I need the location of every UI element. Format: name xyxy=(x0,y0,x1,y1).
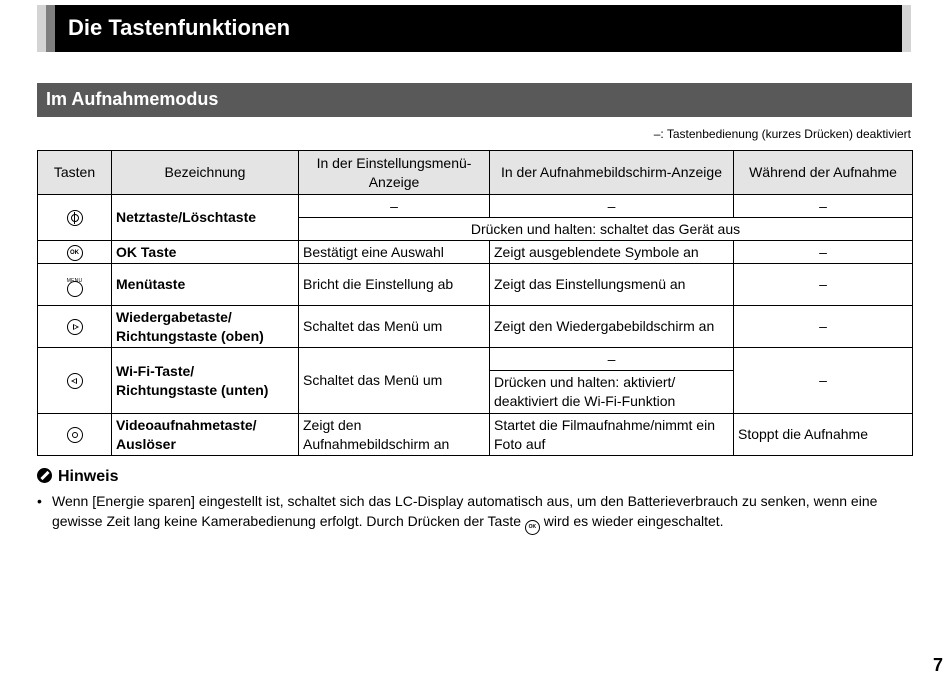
note-pencil-icon xyxy=(37,468,52,483)
menu-function: Zeigt den Aufnahmebildschirm an xyxy=(299,414,490,456)
header-bezeichnung: Bezeichnung xyxy=(112,151,299,195)
page-number: 7 xyxy=(932,655,943,675)
screen-hold-function: Drücken und halten: aktiviert/ deaktiviert die Wi-Fi-Funktion xyxy=(490,371,734,414)
menu-function: Bricht die Einstellung ab xyxy=(299,264,490,306)
header-screen-display: In der Aufnahmebildschirm-Anzeige xyxy=(490,151,734,195)
recording-function: Stoppt die Aufnahme xyxy=(734,414,913,456)
screen-function: Zeigt das Einstellungsmenü an xyxy=(490,264,734,306)
page-title: Die Tastenfunktionen xyxy=(68,15,291,40)
icon-cell xyxy=(38,414,112,456)
header-menu-display: In der Einstellungsmenü-Anzeige xyxy=(299,151,490,195)
wifi-down-button-icon xyxy=(67,373,83,389)
icon-cell xyxy=(38,195,112,241)
menu-circle-icon xyxy=(67,281,83,297)
icon-cell xyxy=(38,348,112,414)
key-name: Videoaufnahmetaste/ Auslöser xyxy=(112,414,299,456)
icon-cell xyxy=(38,241,112,264)
header-recording: Während der Aufnahme xyxy=(734,151,913,195)
key-name: Netztaste/Löschtaste xyxy=(112,195,299,241)
table-row xyxy=(38,264,913,306)
ok-button-icon: OK xyxy=(67,245,83,261)
table-row xyxy=(38,241,913,264)
note-text-after: wird es wieder eingeschaltet. xyxy=(543,513,724,529)
note-text-before: Wenn [Energie sparen] eingestellt ist, schaltet sich das LC-Display automatisch aus, um den Batterieverbrauch zu senken, wenn eine gewisse Zeit lang keine Kamerabedienung erfolgt. Durch Drücken der Taste xyxy=(52,493,878,529)
table-row xyxy=(38,306,913,348)
ok-button-inline-icon: OK xyxy=(525,520,540,535)
note-heading xyxy=(37,468,118,486)
icon-cell xyxy=(38,264,112,306)
key-name: Wiedergabetaste/ Richtungstaste (oben) xyxy=(112,306,299,348)
recording-function: – xyxy=(734,306,913,348)
key-functions-table xyxy=(37,150,913,456)
screen-function: Zeigt ausgeblendete Symbole an xyxy=(490,241,734,264)
key-name: OK Taste xyxy=(112,241,299,264)
header-tasten: Tasten xyxy=(38,151,112,195)
dash-legend: –: Tastenbedienung (kurzes Drücken) deaktiviert xyxy=(653,127,911,141)
screen-function: Zeigt den Wiedergabebildschirm an xyxy=(490,306,734,348)
page-title-bar xyxy=(37,5,911,52)
screen-function: – xyxy=(490,195,734,218)
section-header xyxy=(37,83,912,117)
menu-button-icon xyxy=(67,273,83,297)
key-name: Menütaste xyxy=(112,264,299,306)
menu-function: – xyxy=(299,195,490,218)
table-row xyxy=(38,414,913,456)
recording-function: – xyxy=(734,195,913,218)
note-heading-text: Hinweis xyxy=(58,468,119,485)
section-title: Im Aufnahmemodus xyxy=(46,89,219,109)
title-background xyxy=(46,5,902,52)
note-text xyxy=(52,491,912,535)
menu-function: Schaltet das Menü um xyxy=(299,348,490,414)
key-name: Wi-Fi-Taste/ Richtungstaste (unten) xyxy=(112,348,299,414)
playback-up-button-icon xyxy=(67,319,83,335)
recording-function: – xyxy=(734,264,913,306)
title-accent xyxy=(46,5,55,52)
note-bullet: • xyxy=(37,493,42,509)
shutter-button-icon xyxy=(67,427,83,443)
menu-function: Bestätigt eine Auswahl xyxy=(299,241,490,264)
menu-icon-label: MENU xyxy=(66,277,83,284)
recording-function: – xyxy=(734,348,913,414)
note-body xyxy=(37,491,912,535)
power-button-icon xyxy=(67,210,83,226)
table-row xyxy=(38,348,913,371)
table-row xyxy=(38,195,913,218)
icon-cell xyxy=(38,306,112,348)
hold-function: Drücken und halten: schaltet das Gerät aus xyxy=(299,218,913,241)
menu-function: Schaltet das Menü um xyxy=(299,306,490,348)
table-header-row xyxy=(38,151,913,195)
recording-function: – xyxy=(734,241,913,264)
screen-function: – xyxy=(490,348,734,371)
screen-function: Startet die Filmaufnahme/nimmt ein Foto auf xyxy=(490,414,734,456)
